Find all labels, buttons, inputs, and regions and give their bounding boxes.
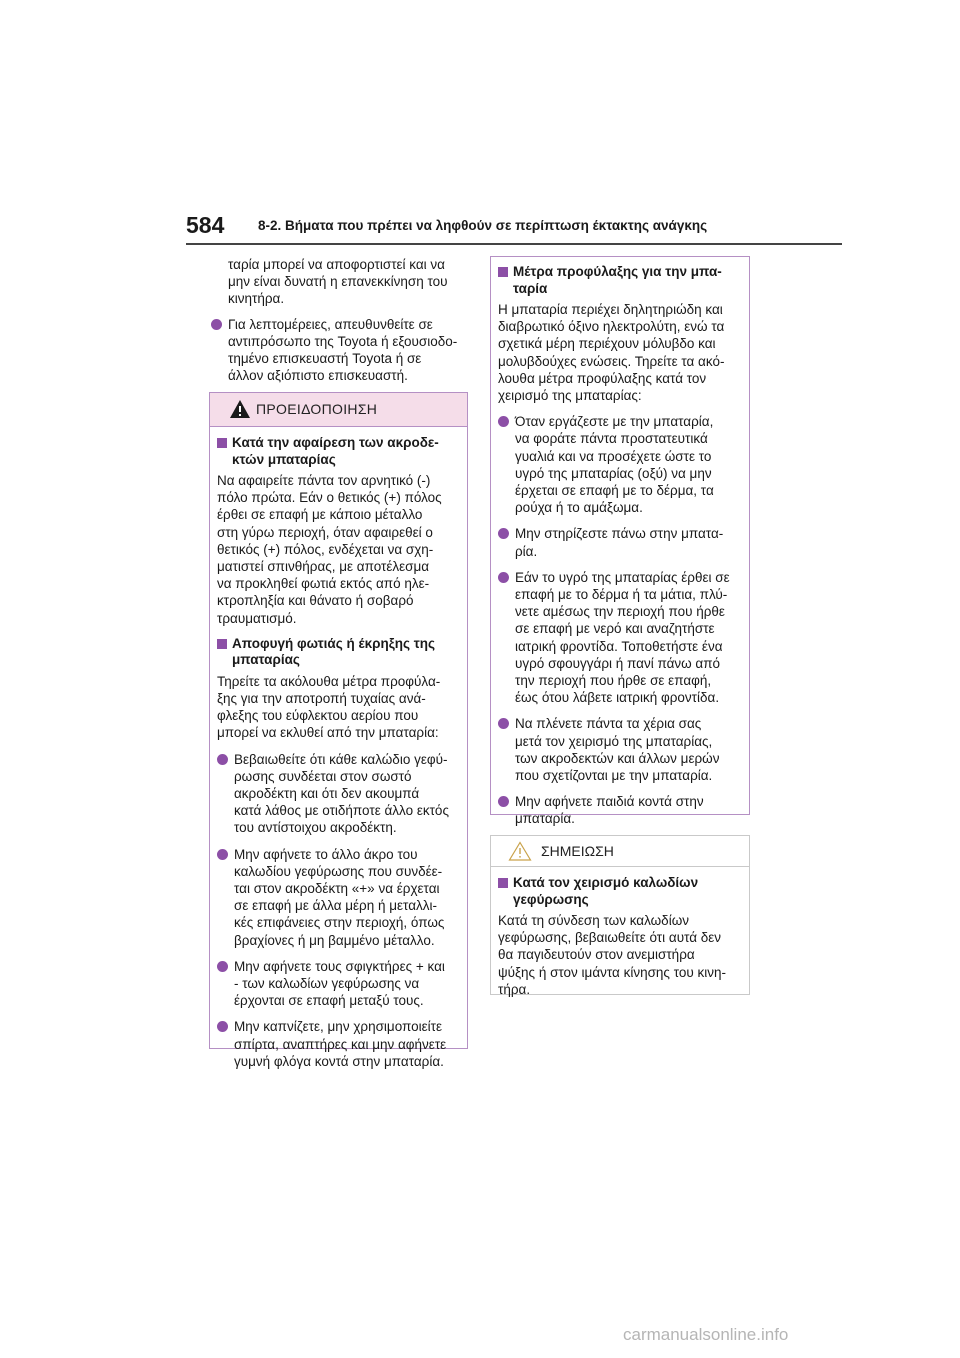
bullet-dot-icon [498,528,509,539]
bullet-dot-icon [498,572,509,583]
note-body [491,867,749,998]
bullet-dot-icon [217,754,228,765]
bullet-dot-icon [217,849,228,860]
caution-triangle-outline-icon [508,841,532,861]
warning-paragraph: Τηρείτε τα ακόλουθα μέτρα προφύλα- ξης για την αποτροπή τυχαίας ανά- φλεξης του εύφλεκτου αερίου που μπορεί να εκλυθεί από την μπαταρία: [217,673,441,741]
bullet-dot-icon [498,416,509,427]
list-item: Μην αφήνετε τους σφιγκτήρες + και - των καλωδίων γεφύρωσης να έρχονται σε επαφή μεταξύ τους. [217,958,460,1010]
bullet-dot-icon [498,718,509,729]
list-item: Μην καπνίζετε, μην χρησιμοποιείτε σπίρτα, αναπτήρες και μην αφήνετε γυμνή φλόγα κοντά στην μπαταρία. [217,1018,460,1070]
list-item: Εάν το υγρό της μπαταρίας έρθει σε επαφή με το δέρμα ή τα μάτια, πλύ- νετε αμέσως την περιοχή που ήρθε σε επαφή με νερό και αναζητήστε ιατρική φροντίδα. Τοποθετήστε ένα υγρό σφουγγάρι ή πανί πάνω από την περιοχή που ήρθε σε επαφή, έως ότου λάβετε ιατρική φροντίδα. [498,569,742,707]
warning-box [209,392,468,1069]
warning-subheading: Αποφυγή φωτιάς ή έκρηξης της μπαταρίας [217,636,460,669]
warning-title: ΠΡΟΕΙΔΟΠΟΙΗΣΗ [256,401,378,417]
square-bullet-icon [498,267,508,277]
left-column-intro [211,256,467,392]
note-box [490,835,750,995]
square-bullet-icon [217,438,227,448]
bullet-dot-icon [498,796,509,807]
warning-body [210,427,467,1070]
list-item: Μην αφήνετε παιδιά κοντά στην μπαταρία. [498,793,742,827]
note-paragraph: Κατά τη σύνδεση των καλωδίων γεφύρωσης, βεβαιωθείτε ότι αυτά δεν θα παγιδευτούν στον ανεμιστήρα ψύξης ή στον ιμάντα κίνησης του κινη- τήρα. [498,913,726,997]
page-number: 584 [186,212,225,238]
note-title: ΣΗΜΕΙΩΣΗ [541,843,614,859]
watermark: carmanualsonline.info [623,1325,789,1344]
list-item: Να πλένετε πάντα τα χέρια σας μετά τον χειρισμό της μπαταρίας, των ακροδεκτών και άλλων μερών που σχετίζονται με την μπαταρία. [498,715,742,784]
note-header [491,836,749,867]
header-divider [186,243,842,245]
section-title: 8-2. Βήματα που πρέπει να ληφθούν σε περίπτωση έκτακτης ανάγκης [258,218,708,233]
note-subheading: Κατά τον χειρισμό καλωδίων γεφύρωσης [498,875,742,908]
precautions-paragraph: Η μπαταρία περιέχει δηλητηριώδη και διαβρωτικό όξινο ηλεκτρολύτη, ενώ τα σχετικά μέρη περιέχουν μόλυβδο και μολυβδούχες ενώσεις. Τηρείτε τα ακό- λουθα μέτρα προφύλαξης κατά τον χειρισμό της μπαταρίας: [498,302,725,404]
square-bullet-icon [217,639,227,649]
list-item-text: Για λεπτομέρειες, απευθυνθείτε σε αντιπρόσωπο της Toyota ή εξουσιοδο- τημένο επισκευαστή Toyota ή σε άλλον αξιόπιστο επισκευαστή. [228,316,458,384]
bullet-dot-icon [217,1021,228,1032]
square-bullet-icon [498,878,508,888]
battery-precautions-box [490,256,750,827]
bullet-dot-icon [211,319,222,330]
continuation-text: ταρία μπορεί να αποφορτιστεί και να μην είναι δυνατή η επανεκκίνηση του κινητήρα. [228,257,448,307]
bullet-dot-icon [217,961,228,972]
list-item: Μην αφήνετε το άλλο άκρο του καλωδίου γεφύρωσης που συνδέε- ται στον ακροδέκτη «+» να έρχεται σε επαφή με άλλα μέρη ή μεταλλι- κές επιφάνειες στην περιοχή, όπως βραχίονες ή μη βαμμένο μέταλλο. [217,846,460,949]
list-item [211,316,467,385]
warning-header [210,393,467,427]
warning-paragraph: Να αφαιρείτε πάντα τον αρνητικό (-) πόλο πρώτα. Εάν ο θετικός (+) πόλος έρθει σε επαφή με κάποιο μέταλλο στη γύρω περιοχή, όταν αφαιρεθεί ο θετικός (+) πόλος, ενδέχεται να σχη- ματιστεί σπινθήρας, με αποτέλεσμα να προκληθεί φωτιά εκτός από ηλε- κτροπληξία και θάνατο ή σοβαρό τραυματισμό. [217,473,442,626]
list-item: Βεβαιωθείτε ότι κάθε καλώδιο γεφύ- ρωσης συνδέεται στον σωστό ακροδέκτη και ότι δεν ακουμπά κατά λάθος με οτιδήποτε άλλο εκτός του αντίστοιχου ακροδέκτη. [217,751,460,837]
warning-subheading: Κατά την αφαίρεση των ακροδε- κτών μπαταρίας [217,435,460,468]
warning-triangle-icon [229,399,251,419]
list-item: Μην στηρίζεστε πάνω στην μπατα- ρία. [498,525,742,559]
precautions-heading: Μέτρα προφύλαξης για την μπα- ταρία [498,264,742,297]
list-item: Όταν εργάζεστε με την μπαταρία, να φοράτε πάντα προστατευτικά γυαλιά και να προσέχετε ώστε το υγρό της μπαταρίας (οξύ) να μην έρχεται σε επαφή με το δέρμα, τα ρούχα ή το αμάξωμα. [498,413,742,516]
